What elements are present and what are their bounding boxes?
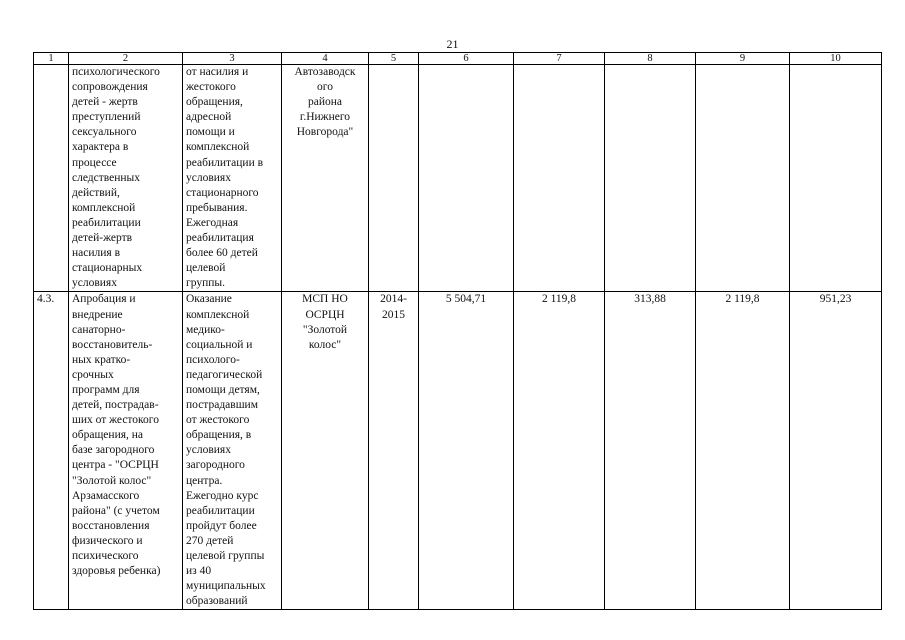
cell-line: ных кратко- bbox=[72, 353, 131, 366]
cell-line: 2015 bbox=[382, 308, 405, 321]
cell-line: условиях bbox=[186, 171, 231, 184]
cell-line: следственных bbox=[72, 171, 141, 184]
cell-line: Апробация и bbox=[72, 293, 136, 306]
cell-line: комплексной bbox=[72, 201, 136, 214]
executor-cell bbox=[282, 292, 369, 610]
amount-cell: 2 119,8 bbox=[696, 292, 790, 610]
cell-line: Ежегодно курс bbox=[186, 489, 259, 502]
cell-line: района bbox=[307, 96, 343, 109]
cell-line: колос" bbox=[308, 338, 342, 351]
cell-line: обращения, на bbox=[72, 429, 144, 442]
amount-cell: 951,23 bbox=[790, 292, 882, 610]
cell-line: процессе bbox=[72, 156, 117, 169]
cell-line: реабилитации bbox=[186, 504, 255, 517]
cell-line: помощи детям, bbox=[186, 383, 260, 396]
cell-line: детей - жертв bbox=[72, 96, 138, 109]
column-number: 10 bbox=[790, 53, 882, 65]
cell-line: жестокого bbox=[186, 81, 236, 94]
column-number: 2 bbox=[69, 53, 183, 65]
cell-line: внедрение bbox=[72, 308, 123, 321]
cell-line: адресной bbox=[186, 111, 232, 124]
cell-line: преступлений bbox=[72, 111, 141, 124]
page-number: 21 bbox=[446, 37, 459, 51]
cell-line: 270 детей bbox=[186, 534, 234, 547]
cell-line: ого bbox=[317, 81, 333, 94]
cell-line: района" (с учетом bbox=[72, 504, 160, 517]
column-number: 5 bbox=[369, 53, 419, 65]
cell-line: комплексной bbox=[186, 308, 250, 321]
cell-line: Оказание bbox=[186, 293, 232, 306]
item-number: 4.3. bbox=[34, 292, 69, 610]
amount-cell: 2 119,8 bbox=[514, 292, 605, 610]
cell-line: педагогической bbox=[186, 368, 263, 381]
cell-line: Ежегодная bbox=[186, 216, 239, 229]
result-cell bbox=[183, 65, 282, 292]
cell-line: обращения, bbox=[186, 96, 243, 109]
cell-line: из 40 bbox=[186, 565, 212, 578]
cell-line: 2014- bbox=[380, 293, 407, 306]
cell-line: детей, пострадав- bbox=[72, 399, 159, 412]
cell-line: Арзамасского bbox=[72, 489, 140, 502]
amount-cell: 313,88 bbox=[605, 292, 696, 610]
cell-line: г.Нижнего bbox=[299, 111, 351, 124]
result-cell bbox=[183, 292, 282, 610]
period-cell bbox=[369, 292, 419, 610]
cell-line: Автозаводск bbox=[294, 66, 356, 78]
cell-line: реабилитации bbox=[72, 216, 141, 229]
cell-line: сексуального bbox=[72, 126, 137, 139]
cell-line: целевой группы bbox=[186, 550, 265, 562]
cell-line: группы. bbox=[186, 277, 225, 290]
column-number: 1 bbox=[34, 53, 69, 65]
cell-line: физического и bbox=[72, 534, 143, 547]
cell-line: Новгорода" bbox=[296, 126, 354, 139]
amount-cell: 5 504,71 bbox=[419, 292, 514, 610]
cell-line: санаторно- bbox=[72, 323, 126, 336]
cell-line: центра. bbox=[186, 474, 223, 487]
cell-line: ших от жестокого bbox=[72, 414, 159, 427]
cell-line: насилия в bbox=[72, 247, 121, 260]
column-number: 8 bbox=[605, 53, 696, 65]
activity-cell bbox=[69, 292, 183, 610]
amount-cell bbox=[605, 65, 696, 292]
cell-line: стационарных bbox=[72, 262, 143, 275]
executor-cell bbox=[282, 65, 369, 292]
amount-cell bbox=[419, 65, 514, 292]
cell-line: восстановитель- bbox=[72, 338, 153, 351]
cell-line: пострадавшим bbox=[186, 399, 258, 412]
cell-line: загородного bbox=[186, 459, 245, 472]
amount-cell bbox=[696, 65, 790, 292]
item-number bbox=[34, 65, 69, 292]
cell-line: детей-жертв bbox=[72, 232, 133, 245]
cell-line: центра - "ОСРЦН bbox=[72, 459, 159, 472]
table-row bbox=[34, 65, 882, 292]
cell-line: целевой bbox=[186, 262, 226, 275]
cell-line: условиях bbox=[186, 444, 231, 457]
cell-line: муниципальных bbox=[186, 580, 266, 593]
cell-line: от жестокого bbox=[186, 414, 250, 427]
column-number-row bbox=[34, 53, 882, 65]
cell-line: условиях bbox=[72, 277, 117, 290]
period-cell bbox=[369, 65, 419, 292]
cell-line: от насилия и bbox=[186, 66, 249, 78]
cell-line: реабилитации в bbox=[186, 156, 264, 169]
amount-cell bbox=[790, 65, 882, 292]
cell-line: восстановления bbox=[72, 519, 150, 532]
cell-line: комплексной bbox=[186, 141, 250, 154]
cell-line: базе загородного bbox=[72, 444, 155, 457]
cell-line: ОСРЦН bbox=[305, 308, 345, 321]
cell-line: психического bbox=[72, 550, 139, 562]
cell-line: реабилитация bbox=[186, 232, 254, 245]
cell-line: психологического bbox=[72, 66, 160, 78]
cell-line: срочных bbox=[72, 368, 114, 381]
amount-cell bbox=[514, 65, 605, 292]
cell-line: сопровождения bbox=[72, 81, 148, 94]
cell-line: образований bbox=[186, 595, 248, 608]
cell-line: медико- bbox=[186, 323, 225, 336]
cell-line: пройдут более bbox=[186, 519, 257, 532]
cell-line: "Золотой bbox=[302, 323, 348, 336]
cell-line: более 60 детей bbox=[186, 247, 258, 260]
cell-line: программ для bbox=[72, 383, 140, 396]
cell-line: "Золотой колос" bbox=[72, 474, 152, 487]
table-row bbox=[34, 292, 882, 610]
column-number: 3 bbox=[183, 53, 282, 65]
cell-line: здоровья ребенка) bbox=[72, 565, 161, 578]
cell-line: помощи и bbox=[186, 126, 235, 139]
column-number: 7 bbox=[514, 53, 605, 65]
cell-line: стационарного bbox=[186, 186, 259, 199]
cell-line: характера в bbox=[72, 141, 129, 154]
activity-cell bbox=[69, 65, 183, 292]
column-number: 4 bbox=[282, 53, 369, 65]
program-table bbox=[33, 52, 882, 610]
cell-line: пребывания. bbox=[186, 201, 248, 214]
column-number: 6 bbox=[419, 53, 514, 65]
cell-line: действий, bbox=[72, 186, 120, 199]
cell-line: обращения, в bbox=[186, 429, 252, 442]
cell-line: психолого- bbox=[186, 353, 240, 366]
cell-line: социальной и bbox=[186, 338, 253, 351]
cell-line: МСП НО bbox=[302, 293, 348, 306]
column-number: 9 bbox=[696, 53, 790, 65]
